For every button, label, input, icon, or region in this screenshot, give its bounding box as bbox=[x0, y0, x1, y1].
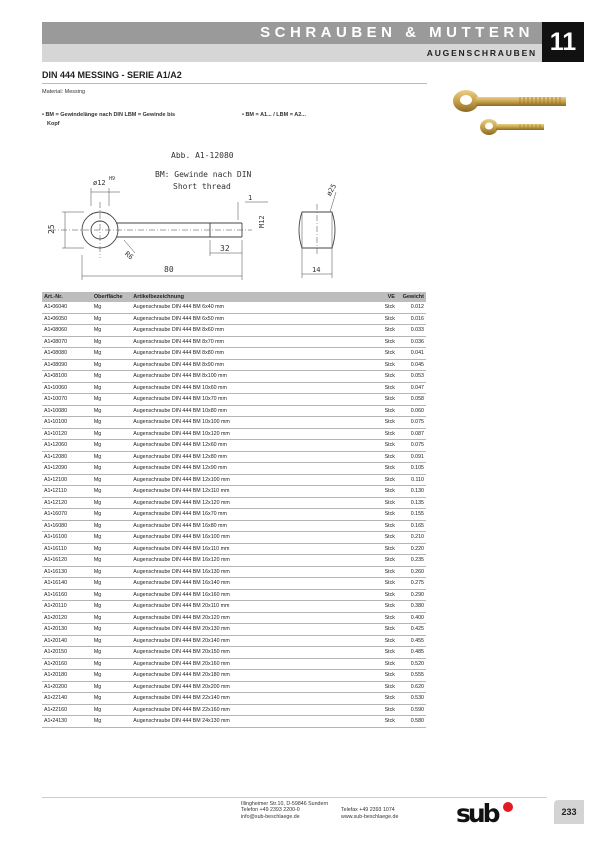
cell-article-no: A1•08080 bbox=[42, 348, 92, 360]
cell-weight: 0.155 bbox=[397, 509, 426, 521]
cell-unit: Stck bbox=[362, 704, 397, 716]
cell-unit: Stck bbox=[362, 681, 397, 693]
cell-description: Augenschraube DIN 444 BM 22x140 mm bbox=[131, 693, 361, 705]
cell-unit: Stck bbox=[362, 509, 397, 521]
footer-web: www.sub-beschlaege.de bbox=[341, 813, 399, 820]
table-row bbox=[42, 325, 426, 337]
cell-article-no: A1•12100 bbox=[42, 474, 92, 486]
table-row bbox=[42, 532, 426, 544]
cell-surface: Mg bbox=[92, 474, 131, 486]
cell-unit: Stck bbox=[362, 566, 397, 578]
cell-unit: Stck bbox=[362, 693, 397, 705]
table-row bbox=[42, 313, 426, 325]
cell-weight: 0.033 bbox=[397, 325, 426, 337]
chapter-number: 11 bbox=[542, 22, 584, 62]
cell-weight: 0.110 bbox=[397, 474, 426, 486]
cell-surface: Mg bbox=[92, 417, 131, 429]
cell-description: Augenschraube DIN 444 BM 20x160 mm bbox=[131, 658, 361, 670]
cell-description: Augenschraube DIN 444 BM 16x100 mm bbox=[131, 532, 361, 544]
cell-surface: Mg bbox=[92, 658, 131, 670]
cell-surface: Mg bbox=[92, 612, 131, 624]
cell-description: Augenschraube DIN 444 BM 20x110 mm bbox=[131, 601, 361, 613]
cell-article-no: A1•20130 bbox=[42, 624, 92, 636]
table-row bbox=[42, 336, 426, 348]
dim-radius-label: R6 bbox=[123, 249, 135, 262]
cell-surface: Mg bbox=[92, 394, 131, 406]
cell-surface: Mg bbox=[92, 509, 131, 521]
cell-unit: Stck bbox=[362, 428, 397, 440]
cell-unit: Stck bbox=[362, 302, 397, 313]
col-unit: VE bbox=[362, 292, 397, 302]
footer-email: info@sub-beschlaege.de bbox=[241, 813, 300, 820]
cell-surface: Mg bbox=[92, 497, 131, 509]
table-row bbox=[42, 302, 426, 313]
cell-surface: Mg bbox=[92, 693, 131, 705]
cell-surface: Mg bbox=[92, 704, 131, 716]
cell-article-no: A1•10080 bbox=[42, 405, 92, 417]
footer-phone: Telefon +49 2393 2200-0 bbox=[241, 807, 300, 814]
footer-address: Illingheimer Str.10, D-59846 Sundern bbox=[241, 801, 329, 807]
table-row bbox=[42, 497, 426, 509]
cell-description: Augenschraube DIN 444 BM 6x40 mm bbox=[131, 302, 361, 313]
col-article-no: Art.-Nr. bbox=[42, 292, 92, 302]
cell-weight: 0.135 bbox=[397, 497, 426, 509]
cell-surface: Mg bbox=[92, 601, 131, 613]
col-surface: Oberfläche bbox=[92, 292, 131, 302]
cell-weight: 0.045 bbox=[397, 359, 426, 371]
table-row bbox=[42, 566, 426, 578]
table-row bbox=[42, 647, 426, 659]
table-row bbox=[42, 589, 426, 601]
cell-weight: 0.165 bbox=[397, 520, 426, 532]
cell-article-no: A1•12110 bbox=[42, 486, 92, 498]
cell-article-no: A1•16160 bbox=[42, 589, 92, 601]
cell-unit: Stck bbox=[362, 497, 397, 509]
table-row bbox=[42, 348, 426, 360]
cell-description: Augenschraube DIN 444 BM 16x70 mm bbox=[131, 509, 361, 521]
cell-description: Augenschraube DIN 444 BM 20x120 mm bbox=[131, 612, 361, 624]
cell-weight: 0.400 bbox=[397, 612, 426, 624]
large-eye-bolt-image bbox=[453, 90, 566, 112]
cell-unit: Stck bbox=[362, 670, 397, 682]
cell-description: Augenschraube DIN 444 BM 20x150 mm bbox=[131, 647, 361, 659]
cell-unit: Stck bbox=[362, 394, 397, 406]
cell-article-no: A1•16130 bbox=[42, 566, 92, 578]
cell-article-no: A1•22160 bbox=[42, 704, 92, 716]
cell-weight: 0.520 bbox=[397, 658, 426, 670]
cell-article-no: A1•08060 bbox=[42, 325, 92, 337]
cell-article-no: A1•16100 bbox=[42, 532, 92, 544]
cell-weight: 0.016 bbox=[397, 313, 426, 325]
cell-unit: Stck bbox=[362, 440, 397, 452]
table-row bbox=[42, 578, 426, 590]
table-row bbox=[42, 394, 426, 406]
bullet-article-prefix: • BM = A1... / LBM = A2... bbox=[242, 112, 306, 118]
figure-label: Abb. A1-12080 bbox=[171, 151, 234, 160]
dim-hole-tolerance: H9 bbox=[109, 176, 116, 182]
cell-unit: Stck bbox=[362, 382, 397, 394]
cell-unit: Stck bbox=[362, 543, 397, 555]
cell-article-no: A1•16080 bbox=[42, 520, 92, 532]
footer-address-block bbox=[241, 801, 328, 820]
table-row bbox=[42, 658, 426, 670]
product-title: DIN 444 MESSING - SERIE A1/A2 bbox=[42, 70, 182, 80]
cell-surface: Mg bbox=[92, 428, 131, 440]
cell-article-no: A1•22140 bbox=[42, 693, 92, 705]
cell-description: Augenschraube DIN 444 BM 10x120 mm bbox=[131, 428, 361, 440]
cell-article-no: A1•06040 bbox=[42, 302, 92, 313]
cell-unit: Stck bbox=[362, 336, 397, 348]
cell-weight: 0.130 bbox=[397, 486, 426, 498]
table-row bbox=[42, 474, 426, 486]
dim-total-length: 80 bbox=[164, 265, 174, 274]
bullet-bm-lbm bbox=[42, 111, 175, 129]
cell-description: Augenschraube DIN 444 BM 12x100 mm bbox=[131, 474, 361, 486]
cell-article-no: A1•20150 bbox=[42, 647, 92, 659]
cell-unit: Stck bbox=[362, 348, 397, 360]
dim-thread-length: 32 bbox=[220, 244, 230, 253]
cell-description: Augenschraube DIN 444 BM 6x50 mm bbox=[131, 313, 361, 325]
cell-surface: Mg bbox=[92, 589, 131, 601]
cell-unit: Stck bbox=[362, 647, 397, 659]
cell-description: Augenschraube DIN 444 BM 8x70 mm bbox=[131, 336, 361, 348]
cell-surface: Mg bbox=[92, 313, 131, 325]
cell-description: Augenschraube DIN 444 BM 16x130 mm bbox=[131, 566, 361, 578]
cell-weight: 0.235 bbox=[397, 555, 426, 567]
table-row bbox=[42, 635, 426, 647]
cell-article-no: A1•10060 bbox=[42, 382, 92, 394]
cell-weight: 0.620 bbox=[397, 681, 426, 693]
sub-logo bbox=[456, 800, 516, 826]
cell-description: Augenschraube DIN 444 BM 8x90 mm bbox=[131, 359, 361, 371]
cell-surface: Mg bbox=[92, 681, 131, 693]
cell-description: Augenschraube DIN 444 BM 10x70 mm bbox=[131, 394, 361, 406]
table-row bbox=[42, 601, 426, 613]
technical-drawing bbox=[40, 140, 370, 280]
cell-weight: 0.105 bbox=[397, 463, 426, 475]
page-number: 233 bbox=[554, 800, 584, 824]
table-row bbox=[42, 382, 426, 394]
cell-article-no: A1•20110 bbox=[42, 601, 92, 613]
cell-surface: Mg bbox=[92, 302, 131, 313]
cell-weight: 0.455 bbox=[397, 635, 426, 647]
cell-unit: Stck bbox=[362, 635, 397, 647]
dim-side-label: 1 bbox=[248, 194, 253, 202]
table-row bbox=[42, 693, 426, 705]
cell-weight: 0.075 bbox=[397, 440, 426, 452]
cell-description: Augenschraube DIN 444 BM 22x160 mm bbox=[131, 704, 361, 716]
cell-surface: Mg bbox=[92, 348, 131, 360]
cell-article-no: A1•08070 bbox=[42, 336, 92, 348]
cell-description: Augenschraube DIN 444 BM 16x110 mm bbox=[131, 543, 361, 555]
cell-description: Augenschraube DIN 444 BM 20x200 mm bbox=[131, 681, 361, 693]
cell-unit: Stck bbox=[362, 716, 397, 728]
dim-hole-label: ø12 bbox=[93, 179, 106, 187]
footer-divider bbox=[42, 797, 547, 798]
category-header: SCHRAUBEN & MUTTERN bbox=[42, 22, 542, 44]
cell-weight: 0.075 bbox=[397, 417, 426, 429]
cell-unit: Stck bbox=[362, 474, 397, 486]
cell-weight: 0.590 bbox=[397, 704, 426, 716]
cell-article-no: A1•06050 bbox=[42, 313, 92, 325]
cell-description: Augenschraube DIN 444 BM 16x80 mm bbox=[131, 520, 361, 532]
drawing-note-line1: BM: Gewinde nach DIN bbox=[155, 170, 252, 179]
cell-surface: Mg bbox=[92, 382, 131, 394]
cell-unit: Stck bbox=[362, 601, 397, 613]
cell-surface: Mg bbox=[92, 359, 131, 371]
cell-description: Augenschraube DIN 444 BM 20x140 mm bbox=[131, 635, 361, 647]
cell-weight: 0.091 bbox=[397, 451, 426, 463]
table-row bbox=[42, 359, 426, 371]
cell-surface: Mg bbox=[92, 578, 131, 590]
cell-unit: Stck bbox=[362, 578, 397, 590]
cell-description: Augenschraube DIN 444 BM 16x160 mm bbox=[131, 589, 361, 601]
cell-surface: Mg bbox=[92, 405, 131, 417]
cell-description: Augenschraube DIN 444 BM 12x110 mm bbox=[131, 486, 361, 498]
table-row bbox=[42, 555, 426, 567]
cell-article-no: A1•12060 bbox=[42, 440, 92, 452]
cell-article-no: A1•10120 bbox=[42, 428, 92, 440]
cell-description: Augenschraube DIN 444 BM 12x80 mm bbox=[131, 451, 361, 463]
table-row bbox=[42, 624, 426, 636]
cell-description: Augenschraube DIN 444 BM 12x120 mm bbox=[131, 497, 361, 509]
table-body bbox=[42, 302, 426, 727]
cell-surface: Mg bbox=[92, 371, 131, 383]
cell-weight: 0.485 bbox=[397, 647, 426, 659]
cell-weight: 0.036 bbox=[397, 336, 426, 348]
cell-weight: 0.290 bbox=[397, 589, 426, 601]
cell-description: Augenschraube DIN 444 BM 8x100 mm bbox=[131, 371, 361, 383]
table-row bbox=[42, 681, 426, 693]
cell-unit: Stck bbox=[362, 658, 397, 670]
table-row bbox=[42, 371, 426, 383]
cell-article-no: A1•20180 bbox=[42, 670, 92, 682]
dim-height-label: 25 bbox=[47, 224, 56, 234]
cell-description: Augenschraube DIN 444 BM 8x60 mm bbox=[131, 325, 361, 337]
cell-article-no: A1•20120 bbox=[42, 612, 92, 624]
cell-unit: Stck bbox=[362, 405, 397, 417]
cell-article-no: A1•12080 bbox=[42, 451, 92, 463]
logo-red-dot bbox=[503, 802, 513, 812]
cell-article-no: A1•24130 bbox=[42, 716, 92, 728]
cell-unit: Stck bbox=[362, 451, 397, 463]
cell-weight: 0.260 bbox=[397, 566, 426, 578]
cell-weight: 0.012 bbox=[397, 302, 426, 313]
cell-weight: 0.058 bbox=[397, 394, 426, 406]
cell-weight: 0.220 bbox=[397, 543, 426, 555]
cell-description: Augenschraube DIN 444 BM 10x80 mm bbox=[131, 405, 361, 417]
front-view bbox=[50, 188, 268, 280]
cell-article-no: A1•16120 bbox=[42, 555, 92, 567]
cell-description: Augenschraube DIN 444 BM 20x180 mm bbox=[131, 670, 361, 682]
sub-logo-text: sub bbox=[456, 800, 498, 826]
cell-article-no: A1•20140 bbox=[42, 635, 92, 647]
table-row bbox=[42, 670, 426, 682]
cell-surface: Mg bbox=[92, 520, 131, 532]
cell-description: Augenschraube DIN 444 BM 10x100 mm bbox=[131, 417, 361, 429]
cell-weight: 0.380 bbox=[397, 601, 426, 613]
cell-surface: Mg bbox=[92, 440, 131, 452]
table-row bbox=[42, 451, 426, 463]
cell-unit: Stck bbox=[362, 463, 397, 475]
cell-unit: Stck bbox=[362, 486, 397, 498]
product-photo bbox=[440, 85, 570, 145]
cell-surface: Mg bbox=[92, 543, 131, 555]
cell-article-no: A1•10070 bbox=[42, 394, 92, 406]
cell-article-no: A1•08090 bbox=[42, 359, 92, 371]
subcategory-header: AUGENSCHRAUBEN bbox=[42, 44, 542, 62]
table-row bbox=[42, 543, 426, 555]
cell-unit: Stck bbox=[362, 520, 397, 532]
cell-description: Augenschraube DIN 444 BM 20x130 mm bbox=[131, 624, 361, 636]
bullet-bm-lbm-line1: • BM = Gewindelänge nach DIN LBM = Gewinde bis bbox=[42, 112, 176, 118]
cell-surface: Mg bbox=[92, 486, 131, 498]
cell-weight: 0.580 bbox=[397, 716, 426, 728]
cell-surface: Mg bbox=[92, 555, 131, 567]
cell-unit: Stck bbox=[362, 417, 397, 429]
title-divider bbox=[42, 83, 427, 84]
cell-weight: 0.425 bbox=[397, 624, 426, 636]
table-header-row bbox=[42, 292, 426, 302]
cell-surface: Mg bbox=[92, 566, 131, 578]
cell-weight: 0.555 bbox=[397, 670, 426, 682]
col-description: Artikelbezeichnung bbox=[131, 292, 361, 302]
table-row bbox=[42, 716, 426, 728]
footer-contact-block bbox=[341, 807, 398, 820]
cell-description: Augenschraube DIN 444 BM 16x120 mm bbox=[131, 555, 361, 567]
cell-article-no: A1•10100 bbox=[42, 417, 92, 429]
cell-article-no: A1•08100 bbox=[42, 371, 92, 383]
table-row bbox=[42, 428, 426, 440]
cell-weight: 0.530 bbox=[397, 693, 426, 705]
dim-diameter-label: ø25 bbox=[325, 182, 339, 198]
cell-weight: 0.053 bbox=[397, 371, 426, 383]
cell-weight: 0.210 bbox=[397, 532, 426, 544]
cell-article-no: A1•20160 bbox=[42, 658, 92, 670]
table-row bbox=[42, 704, 426, 716]
table-row bbox=[42, 486, 426, 498]
cell-article-no: A1•16140 bbox=[42, 578, 92, 590]
article-table bbox=[42, 292, 426, 728]
cell-article-no: A1•12120 bbox=[42, 497, 92, 509]
table-row bbox=[42, 417, 426, 429]
cell-article-no: A1•12090 bbox=[42, 463, 92, 475]
cell-unit: Stck bbox=[362, 325, 397, 337]
cell-description: Augenschraube DIN 444 BM 12x60 mm bbox=[131, 440, 361, 452]
table-row bbox=[42, 612, 426, 624]
cell-unit: Stck bbox=[362, 359, 397, 371]
cell-unit: Stck bbox=[362, 589, 397, 601]
footer-fax: Telefax +49 2393 1074 bbox=[341, 807, 395, 814]
cell-description: Augenschraube DIN 444 BM 12x90 mm bbox=[131, 463, 361, 475]
cell-weight: 0.047 bbox=[397, 382, 426, 394]
cell-surface: Mg bbox=[92, 532, 131, 544]
cell-description: Augenschraube DIN 444 BM 24x130 mm bbox=[131, 716, 361, 728]
cell-weight: 0.060 bbox=[397, 405, 426, 417]
cell-surface: Mg bbox=[92, 624, 131, 636]
cell-description: Augenschraube DIN 444 BM 8x80 mm bbox=[131, 348, 361, 360]
dim-width-label: 14 bbox=[312, 266, 321, 274]
cell-article-no: A1•16070 bbox=[42, 509, 92, 521]
cell-unit: Stck bbox=[362, 371, 397, 383]
col-weight: Gewicht bbox=[397, 292, 426, 302]
cell-description: Augenschraube DIN 444 BM 10x60 mm bbox=[131, 382, 361, 394]
cell-surface: Mg bbox=[92, 647, 131, 659]
cell-unit: Stck bbox=[362, 612, 397, 624]
table-row bbox=[42, 463, 426, 475]
bullet-bm-lbm-line2: Kopf bbox=[47, 121, 60, 127]
cell-weight: 0.041 bbox=[397, 348, 426, 360]
small-eye-bolt-image bbox=[480, 119, 544, 135]
cell-weight: 0.087 bbox=[397, 428, 426, 440]
cell-surface: Mg bbox=[92, 325, 131, 337]
cell-unit: Stck bbox=[362, 624, 397, 636]
dim-thread-label: M12 bbox=[258, 215, 266, 228]
cell-description: Augenschraube DIN 444 BM 16x140 mm bbox=[131, 578, 361, 590]
material-note: Material: Messing bbox=[42, 89, 86, 95]
cell-surface: Mg bbox=[92, 451, 131, 463]
table-row bbox=[42, 440, 426, 452]
cell-weight: 0.275 bbox=[397, 578, 426, 590]
cell-surface: Mg bbox=[92, 635, 131, 647]
cell-surface: Mg bbox=[92, 716, 131, 728]
table-row bbox=[42, 405, 426, 417]
cell-unit: Stck bbox=[362, 532, 397, 544]
cell-surface: Mg bbox=[92, 336, 131, 348]
cell-article-no: A1•16110 bbox=[42, 543, 92, 555]
cell-unit: Stck bbox=[362, 555, 397, 567]
cell-unit: Stck bbox=[362, 313, 397, 325]
drawing-note-line2: Short thread bbox=[173, 182, 231, 191]
table-row bbox=[42, 509, 426, 521]
cell-article-no: A1•20200 bbox=[42, 681, 92, 693]
cell-surface: Mg bbox=[92, 670, 131, 682]
cell-surface: Mg bbox=[92, 463, 131, 475]
table-row bbox=[42, 520, 426, 532]
